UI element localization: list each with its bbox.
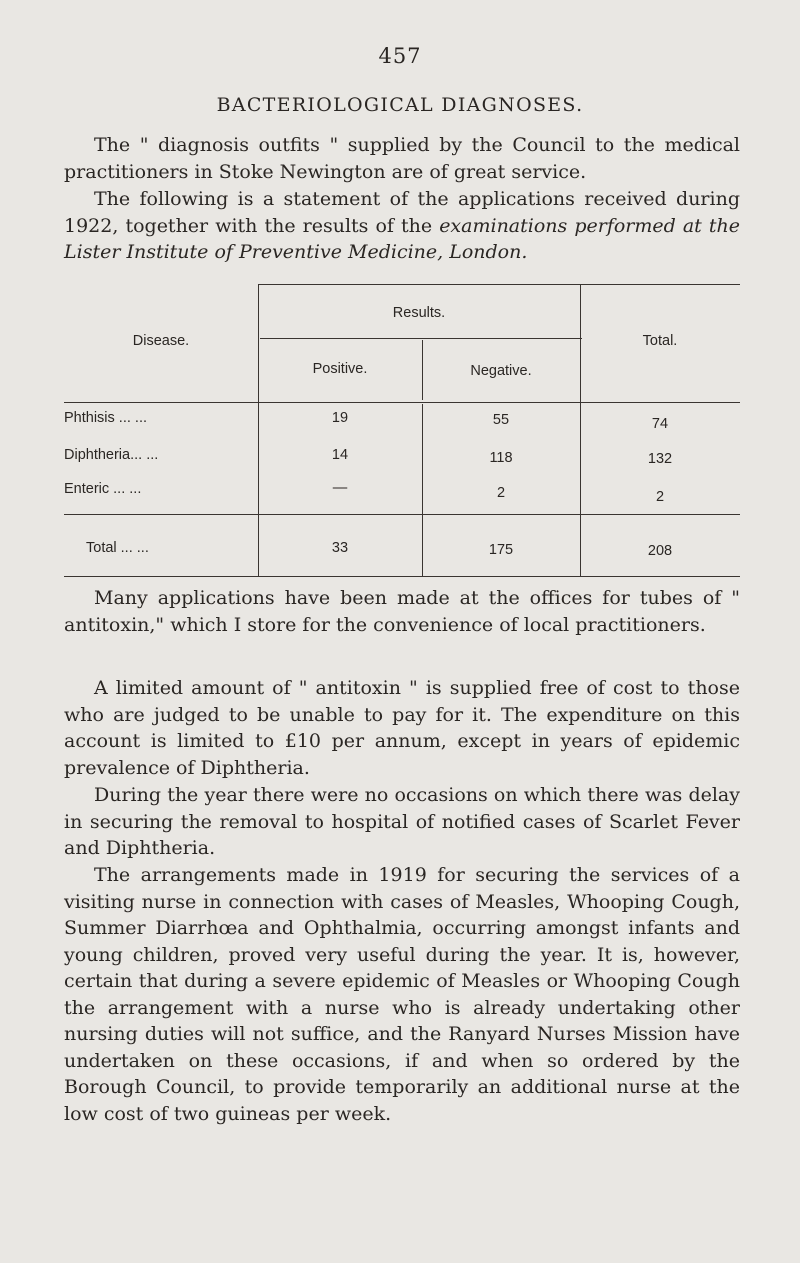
table-divider-1: [258, 284, 259, 576]
table-row-negative: 2: [496, 485, 506, 501]
table-row-positive: —: [332, 480, 348, 496]
table-row-total: 132: [647, 451, 673, 467]
page-title: BACTERIOLOGICAL DIAGNOSES.: [216, 94, 584, 116]
table-rule-header-bottom: [64, 402, 740, 403]
table-total-label: Total ... ...: [86, 540, 149, 556]
table-row-negative: 118: [489, 450, 513, 466]
table-row-positive: 19: [331, 410, 349, 426]
paragraph-statement-italic: examinations performed at the Lister Institute of Preventive Medicine, London.: [64, 214, 740, 263]
table-rule-total-top: [64, 514, 740, 515]
table-row-total: 2: [655, 489, 665, 505]
table-total-positive: 33: [331, 540, 349, 556]
paragraph-statement-intro: The following is a statement of the applications received during 1922, together with the results of the: [64, 188, 740, 237]
paragraph-statement: [64, 186, 740, 266]
table-rule-results: [260, 338, 582, 339]
paragraph-hospital-removal: During the year there were no occasions on which there was delay in securing the removal to hospital of notified cases of Scarlet Fever and Diphtheria.: [64, 784, 740, 859]
table-rule-top: [258, 284, 740, 285]
paragraph-outfits: The " diagnosis outfits " supplied by the Council to the medical practitioners in Stoke Newington are of great service.: [64, 134, 740, 183]
table-total-negative: 175: [488, 542, 514, 558]
page-number: 457: [378, 44, 422, 68]
paragraph-antitoxin-tubes: Many applications have been made at the offices for tubes of " antitoxin," which I store for the convenience of local practitioners.: [64, 587, 740, 636]
header-results: Results.: [392, 305, 446, 321]
table-rule-bottom: [64, 576, 740, 577]
paragraph-visiting-nurse: The arrangements made in 1919 for securing the services of a visiting nurse in connection with cases of Measles, Whooping Cough, Summer Diarrhœa and Ophthalmia, occurring amongst infants and young children, proved very useful during the year. It is, however, certain that during a severe epidemic of Measles or Whooping Cough the arrangement with a nurse who is already undertaking other nursing duties will not suffice, and the Ranyard Nurses Mission have undertaken on these occasions, if and when so ordered by the Borough Council, to provide temporarily an additional nurse at the low cost of two guineas per week.: [64, 864, 740, 1125]
header-disease: Disease.: [132, 333, 190, 349]
table-row-disease: Enteric ... ...: [64, 481, 142, 497]
table-row-disease: Phthisis ... ...: [64, 410, 147, 426]
table-row-negative: 55: [492, 412, 510, 428]
paragraph-antitoxin-cost: A limited amount of " antitoxin " is supplied free of cost to those who are judged to be unable to pay for it. The expenditure on this account is limited to £10 per annum, except in years of epidemic prevalence of Diphtheria.: [64, 677, 740, 779]
table-row-total: 74: [651, 416, 669, 432]
header-total: Total.: [642, 333, 678, 349]
table-total-total: 208: [647, 543, 673, 559]
header-negative: Negative.: [470, 363, 532, 379]
header-positive: Positive.: [312, 361, 368, 377]
table-row-positive: 14: [331, 447, 349, 463]
table-row-disease: Diphtheria... ...: [64, 447, 159, 463]
diagnoses-table: [64, 284, 740, 580]
